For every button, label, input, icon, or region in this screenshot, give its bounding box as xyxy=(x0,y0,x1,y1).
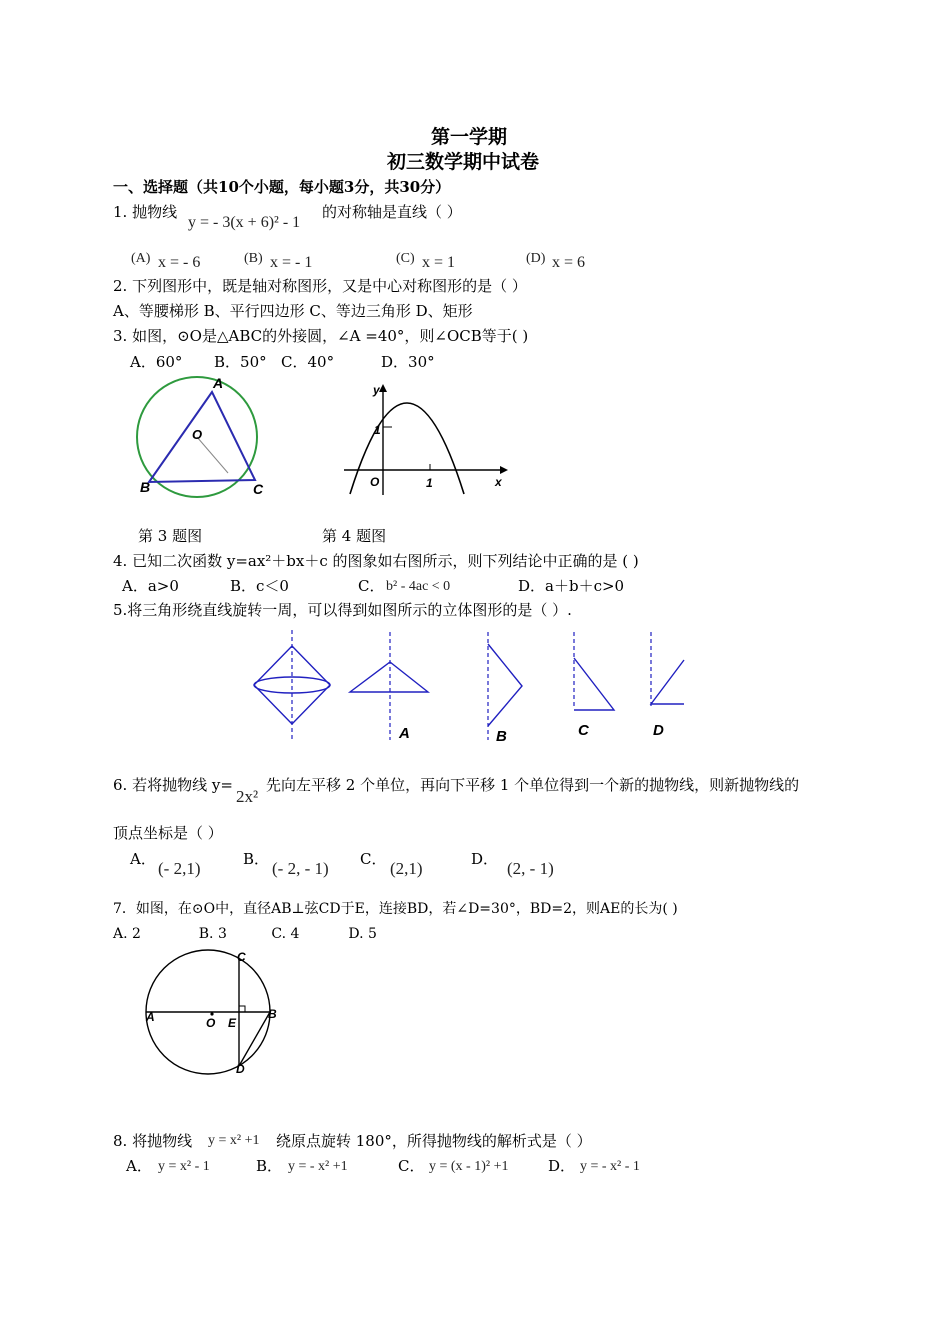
option-a-triangle xyxy=(350,662,428,692)
q6-line2: 顶点坐标是（ ） xyxy=(113,824,223,842)
title-line1: 第一学期 xyxy=(431,126,508,148)
q6-suffix: 先向左平移 2 个单位，再向下平移 1 个单位得到一个新的抛物线，则新抛物线的 xyxy=(266,776,800,794)
q4-option-a: A．a>0 xyxy=(122,577,179,595)
label-b: B xyxy=(140,479,151,495)
q6-option-d-label: D． xyxy=(471,850,499,868)
segment-bd xyxy=(239,1012,270,1066)
q8-option-b: y = - x² +1 xyxy=(288,1159,348,1174)
x-axis-arrow xyxy=(500,466,508,474)
q1-prefix: 1. 抛物线 xyxy=(113,203,178,221)
label-b: B xyxy=(268,1007,277,1021)
right-angle-mark xyxy=(239,1006,245,1012)
axis-label-y: y xyxy=(373,383,380,397)
q1-option-d-label: (D) xyxy=(526,251,546,266)
q8-option-c: y = (x - 1)² +1 xyxy=(429,1159,509,1174)
title-line2: 初三数学期中试卷 xyxy=(387,151,540,173)
option-d-label: D xyxy=(653,722,664,739)
parabola xyxy=(350,403,464,494)
q6-option-d: (2, - 1) xyxy=(507,859,554,878)
q8-suffix: 绕原点旋转 180°，所得抛物线的解析式是（ ） xyxy=(276,1132,592,1150)
q6-option-a: (- 2,1) xyxy=(158,859,201,878)
label-c: C xyxy=(253,481,264,497)
q5-text: 5.将三角形绕直线旋转一周，可以得到如图所示的立体图形的是（ ）. xyxy=(113,601,572,619)
q6-option-b-label: B． xyxy=(243,850,270,868)
axis-label-x: x xyxy=(495,475,502,489)
q8-option-d: y = - x² - 1 xyxy=(580,1159,640,1174)
option-c-triangle xyxy=(574,658,614,710)
q1-option-c-label: (C) xyxy=(396,251,415,266)
y-axis-arrow xyxy=(379,384,387,392)
option-b-label: B xyxy=(496,728,507,745)
double-cone xyxy=(254,646,330,724)
q7-figure xyxy=(140,948,290,1078)
label-a: A xyxy=(146,1010,155,1024)
q1-option-a: x = - 6 xyxy=(158,254,201,271)
q3-text: 3. 如图，⊙O是△ABC的外接圆，∠A =40°，则∠OCB等于( ) xyxy=(113,327,529,345)
label-d: D xyxy=(236,1062,245,1076)
radius-oc xyxy=(197,437,228,473)
q1-option-b-label: (B) xyxy=(244,251,263,266)
q8-option-b-label: B． xyxy=(256,1157,283,1175)
q3-option-c: C．40° xyxy=(281,353,335,371)
q7-text: 7．如图，在⊙O中，直径AB⊥弦CD于E，连接BD，若∠D=30°，BD=2，则AE的长为( ) xyxy=(113,901,678,917)
q1-formula: y = - 3(x + 6)² - 1 xyxy=(188,214,301,231)
q8-option-d-label: D． xyxy=(548,1157,576,1175)
q7-options: A. 2 B. 3 C. 4 D. 5 xyxy=(113,926,377,942)
option-d-triangle xyxy=(651,660,684,704)
q1-option-a-label: (A) xyxy=(131,251,151,266)
q8-option-c-label: C． xyxy=(398,1157,425,1175)
q3-option-a: A．60° xyxy=(130,353,183,371)
origin-label: O xyxy=(370,475,380,489)
y-tick-label: 1 xyxy=(374,423,381,437)
q8-option-a-label: A． xyxy=(126,1157,152,1175)
q4-option-c-label: C． xyxy=(358,577,385,595)
x-tick-label: 1 xyxy=(426,476,433,490)
q4-option-d: D．a＋b＋c>0 xyxy=(518,577,625,595)
q1-suffix: 的对称轴是直线（ ） xyxy=(322,203,462,221)
q6-option-c-label: C． xyxy=(360,850,387,868)
q4-figure xyxy=(340,380,510,500)
q2-text: 2. 下列图形中，既是轴对称图形，又是中心对称图形的是（ ） xyxy=(113,277,527,295)
q4-option-b: B．c＜0 xyxy=(230,577,289,595)
q8-option-a: y = x² - 1 xyxy=(158,1159,210,1174)
q8-formula: y = x² +1 xyxy=(208,1133,260,1148)
option-a-label: A xyxy=(399,725,410,742)
q6-prefix: 6. 若将抛物线 y= xyxy=(113,776,233,794)
q3-fig-caption: 第 3 题图 xyxy=(138,527,203,545)
section-heading: 一、选择题（共10个小题，每小题3分，共30分） xyxy=(113,178,451,196)
label-o: O xyxy=(192,427,203,442)
label-c: C xyxy=(237,950,246,964)
q6-formula: 2x² xyxy=(236,787,259,806)
option-c-label: C xyxy=(578,722,589,739)
option-b-triangle xyxy=(488,644,522,726)
q4-text: 4. 已知二次函数 y=ax²＋bx＋c 的图象如右图所示，则下列结论中正确的是 ( ) xyxy=(113,552,639,570)
q8-prefix: 8. 将抛物线 xyxy=(113,1132,193,1150)
label-a: A xyxy=(213,375,224,391)
label-o: O xyxy=(206,1016,216,1030)
q6-option-b: (- 2, - 1) xyxy=(272,859,329,878)
q3-option-d: D．30° xyxy=(381,353,435,371)
q1-option-b: x = - 1 xyxy=(270,254,313,271)
q3-option-b: B．50° xyxy=(214,353,267,371)
label-e: E xyxy=(228,1016,237,1030)
q2-options: A、等腰梯形 B、平行四边形 C、等边三角形 D、矩形 xyxy=(113,302,473,320)
q4-fig-caption: 第 4 题图 xyxy=(322,527,387,545)
q5-figure xyxy=(250,628,700,746)
q6-option-a-label: A． xyxy=(130,850,156,868)
q1-option-c: x = 1 xyxy=(422,254,456,271)
q4-option-c: b² - 4ac < 0 xyxy=(386,579,451,594)
q1-option-d: x = 6 xyxy=(552,254,586,271)
q3-figure xyxy=(130,375,270,505)
q6-option-c: (2,1) xyxy=(390,859,423,878)
